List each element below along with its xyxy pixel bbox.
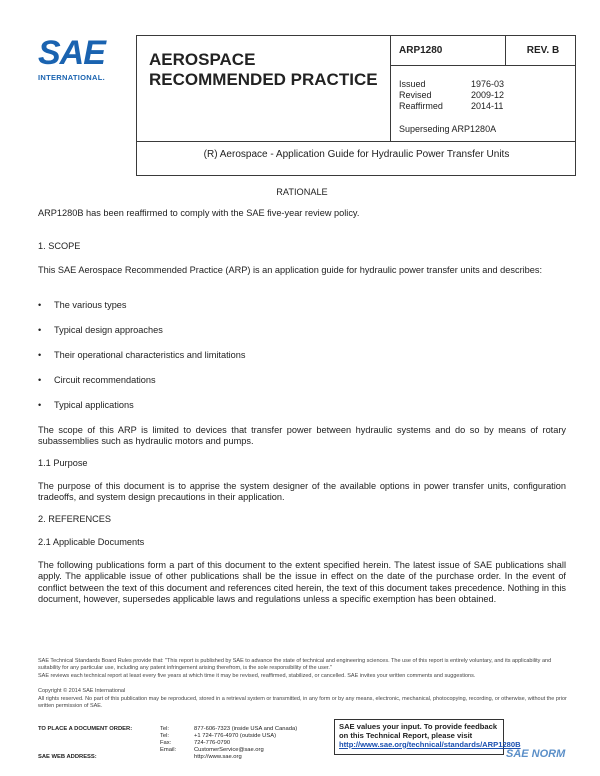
logo-subtitle: INTERNATIONAL. — [38, 73, 105, 82]
email-label: Email: — [160, 747, 177, 753]
fax-value: 724-776-0790 — [194, 740, 231, 746]
scope-intro: This SAE Aerospace Recommended Practice (ARP) is an application guide for hydraulic power transfer units and describes: — [38, 265, 543, 275]
document-header-box — [136, 35, 576, 176]
purpose-text: The purpose of this document is to apprise the system designer of the available options in power transfer units, configuration tradeoffs, and system design precautions in their application. — [38, 481, 566, 503]
tel-label: Tel: — [160, 726, 170, 732]
footer-legal-1: SAE Technical Standards Board Rules provide that: "This report is published by SAE to advance the state of technical and engineering sciences. The use of this report is entirely voluntary, and its applicability and suitability for any particular use, including any patent infringement arising therefrom, is the sole responsibility of the user." — [38, 658, 552, 671]
references-heading: 2. REFERENCES — [38, 514, 112, 524]
fax-label: Fax: — [160, 740, 172, 746]
web-link[interactable]: http://www.sae.org — [194, 754, 242, 760]
applicable-documents-heading: 2.1 Applicable Documents — [38, 537, 145, 547]
history-row — [399, 90, 504, 101]
title-line-2: RECOMMENDED PRACTICE — [149, 70, 378, 89]
history-label: Revised — [399, 90, 432, 100]
bullet-text: Their operational characteristics and limitations — [54, 350, 246, 360]
tel-value: 877-606-7323 (inside USA and Canada) — [194, 726, 298, 732]
order-contact-block — [38, 726, 297, 761]
history-row — [399, 79, 504, 90]
list-item: • Circuit recommendations — [38, 375, 156, 385]
bullet-text: Typical design approaches — [54, 325, 163, 335]
tel2-label: Tel: — [160, 733, 170, 739]
bullet-text: The various types — [54, 300, 127, 310]
references-text: The following publications form a part of this document to the extent specified herein. The latest issue of SAE publications shall apply. The applicable issue of other publications shall be the issue in effect on the date of the purchase order. In the event of conflict between the text of this document and references cited herein, the text of this document takes precedence. Nothing in this document, however, supersedes applicable laws and regulations unless a specific exemption has been obtained. — [38, 560, 566, 605]
revision-label: REV. B — [526, 45, 560, 56]
rationale-text: ARP1280B has been reaffirmed to comply with the SAE five-year review policy. — [38, 208, 360, 218]
tel2-value: +1 724-776-4970 (outside USA) — [194, 733, 277, 739]
feedback-line-2: on this Technical Report, please visit — [339, 730, 473, 740]
web-label: SAE WEB ADDRESS: — [38, 754, 97, 760]
bullet-text: Typical applications — [54, 400, 134, 410]
document-number: ARP1280 — [399, 45, 443, 56]
list-item: • Typical design approaches — [38, 325, 163, 335]
feedback-link[interactable]: http://www.sae.org/technical/standards/ARP1280B — [339, 739, 521, 749]
document-history — [399, 79, 504, 112]
history-label: Issued — [399, 79, 426, 89]
history-row — [399, 101, 504, 112]
history-label: Reaffirmed — [399, 101, 443, 111]
feedback-box — [334, 719, 521, 755]
bullet-text: Circuit recommendations — [54, 375, 156, 385]
list-item: • The various types — [38, 300, 127, 310]
rationale-heading: RATIONALE — [276, 187, 328, 197]
list-item: • Their operational characteristics and limitations — [38, 350, 246, 360]
history-value: 2009-12 — [471, 90, 505, 100]
scope-heading: 1. SCOPE — [38, 241, 81, 251]
title-line-1: AEROSPACE — [149, 50, 256, 69]
sae-logo — [38, 36, 128, 88]
logo-wordmark: SAE — [38, 34, 105, 72]
list-item: • Typical applications — [38, 400, 134, 410]
document-subject: (R) Aerospace - Application Guide for Hydraulic Power Transfer Units — [203, 149, 510, 160]
purpose-heading: 1.1 Purpose — [38, 458, 88, 468]
email-link[interactable]: CustomerService@sae.org — [194, 747, 264, 753]
scope-limit-text: The scope of this ARP is limited to devices that transfer power between hydraulic systems and do so by means of rotary subassemblies such as hydraulic motors and pumps. — [38, 425, 566, 447]
document-type-title — [149, 50, 378, 90]
watermark: SAE NORM — [506, 748, 566, 760]
order-label: TO PLACE A DOCUMENT ORDER: — [38, 726, 133, 732]
footer-legal-2: SAE reviews each technical report at least every five years at which time it may be revised, reaffirmed, stabilized, or cancelled. SAE invites your written comments and suggestions. — [38, 673, 476, 679]
superseding-note: Superseding ARP1280A — [399, 124, 497, 134]
footer-copyright: Copyright © 2014 SAE International — [38, 688, 126, 694]
feedback-line-1: SAE values your input. To provide feedback — [339, 722, 498, 731]
footer-rights: All rights reserved. No part of this publication may be reproduced, stored in a retrieval system or transmitted, in any form or by any means, electronic, mechanical, photocopying, recording, or otherwise, without the prior written permission of SAE. — [38, 696, 567, 709]
history-value: 2014-11 — [471, 101, 504, 111]
history-value: 1976-03 — [471, 79, 505, 89]
